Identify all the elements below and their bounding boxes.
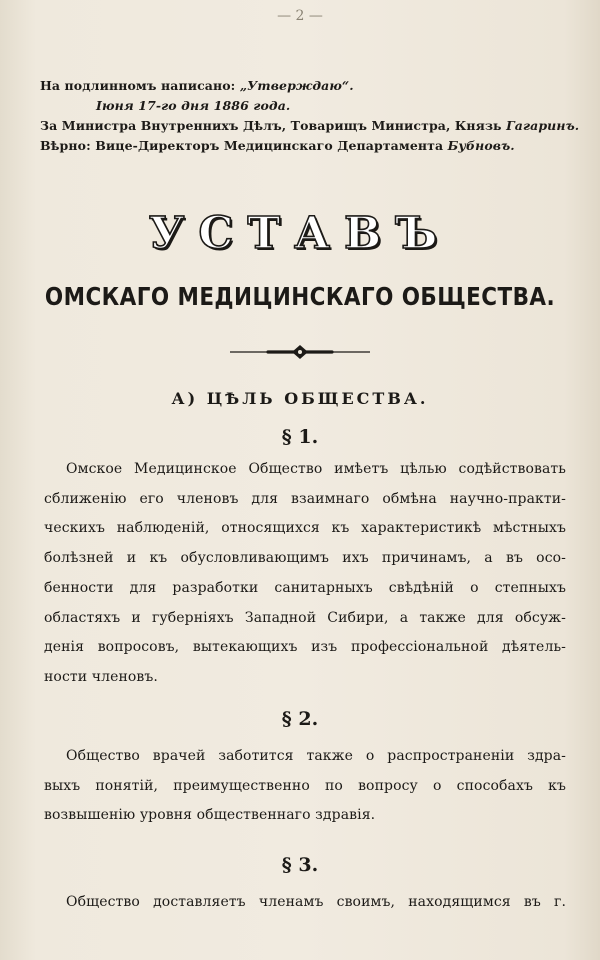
page-number: — 2 — [277,8,323,24]
paragraph-line: Общество доставляетъ членамъ своимъ, находящимся въ г. [66,894,566,910]
ornament-divider-icon [228,344,372,360]
paragraph-line: возвышенію уровня общественнаго здравія. [44,807,376,824]
approval-quote: „Утверждаю“. [239,78,354,93]
paragraph-1 [44,455,566,693]
approval-line-1-prefix: На подлинномъ написано: [40,78,240,93]
paragraph-line: денія вопросовъ, вытекающихъ изъ профессіональной дѣятель- [44,639,566,656]
approval-note [40,76,580,156]
document-subtitle: ОМСКАГО МЕДИЦИНСКАГО ОБЩЕСТВА. [44,282,556,311]
section-heading-purpose: А) ЦѢЛЬ ОБЩЕСТВА. [171,389,429,408]
approval-line-3 [40,116,580,136]
paragraph-line: бенности для разработки санитарныхъ свѣдѣній о степныхъ [44,579,566,596]
paragraph-line: выхъ понятій, преимущественно по вопросу о способахъ къ [44,777,566,794]
approval-date: Іюня 17-го дня 1886 года. [96,98,291,113]
document-title: УСТАВЪ [148,208,452,259]
paragraph-line: сближенію его членовъ для взаимнаго обмѣна научно-практи- [44,490,566,507]
paragraph-sign-2: § 2. [281,708,319,730]
paragraph-line: Омское Медицинское Общество имѣетъ цѣлью содѣйствовать [66,461,566,477]
approval-signatory-name: Гагаринъ. [506,118,580,133]
paragraph-line: ческихъ наблюденій, относящихся къ характеристикѣ мѣстныхъ [44,520,566,537]
approval-line-1 [40,76,570,96]
paragraph-sign-1: § 1. [281,426,319,448]
paragraph-sign-3: § 3. [281,854,319,876]
approval-line-3-prefix: За Министра Внутреннихъ Дѣлъ, Товарищъ Министра, Князь [40,118,507,133]
paragraph-2 [44,742,566,831]
paragraph-3 [44,888,566,918]
approval-line-2 [40,96,570,116]
approval-line-4-prefix: Вѣрно: Вице-Директоръ Медицинскаго Департамента [40,138,448,153]
paragraph-line: ности членовъ. [44,668,158,685]
paragraph-line: областяхъ и губерніяхъ Западной Сибири, а также для обсуж- [44,609,566,626]
paragraph-line: болѣзней и къ обусловливающимъ ихъ причинамъ, а въ осо- [44,550,566,567]
paragraph-line: Общество врачей заботится также о распространеніи здра- [66,748,566,764]
approval-certifier-name: Бубновъ. [447,138,515,153]
approval-line-4 [40,136,570,156]
